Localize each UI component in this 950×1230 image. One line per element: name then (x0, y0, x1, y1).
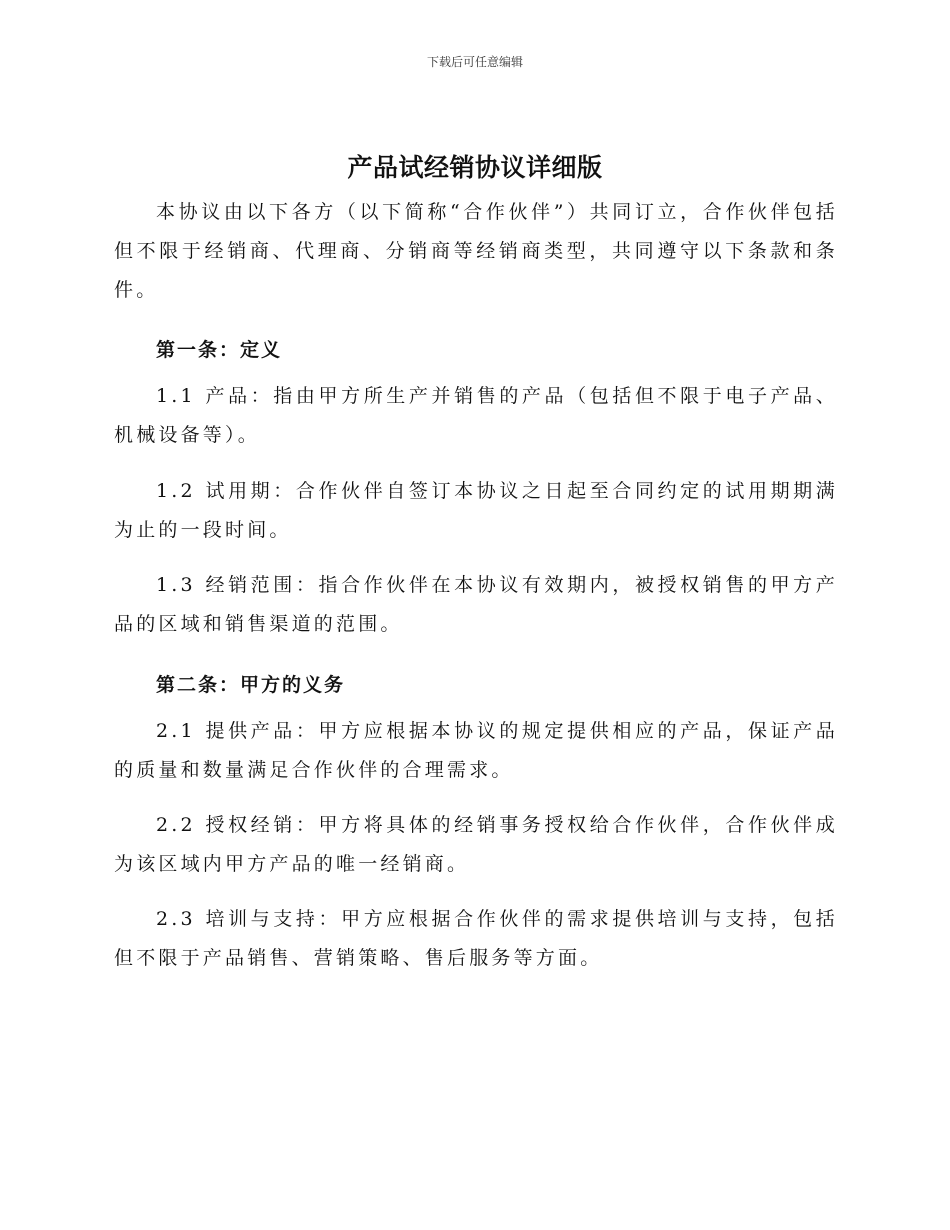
section-heading: 第一条：定义 (156, 339, 283, 361)
intro-paragraph: 本协议由以下各方（以下简称“合作伙伴”）共同订立，合作伙伴包括但不限于经销商、代理商、分销商等经销商类型，共同遵守以下条款和条件。 (114, 201, 838, 301)
clause-paragraph: 2.2 授权经销：甲方将具体的经销事务授权给合作伙伴，合作伙伴成为该区域内甲方产品的唯一经销商。 (114, 814, 838, 875)
clause-paragraph: 1.3 经销范围：指合作伙伴在本协议有效期内，被授权销售的甲方产品的区域和销售渠道的范围。 (114, 574, 838, 635)
clause-paragraph: 1.2 试用期：合作伙伴自签订本协议之日起至合同约定的试用期期满为止的一段时间。 (114, 480, 838, 541)
clause-paragraph: 2.3 培训与支持：甲方应根据合作伙伴的需求提供培训与支持，包括但不限于产品销售、营销策略、售后服务等方面。 (114, 908, 838, 969)
document-title: 产品试经销协议详细版 (347, 153, 603, 182)
clause-paragraph: 2.1 提供产品：甲方应根据本协议的规定提供相应的产品，保证产品的质量和数量满足合作伙伴的合理需求。 (114, 720, 838, 781)
section-heading: 第二条：甲方的义务 (156, 674, 346, 696)
page-header: 下载后可任意编辑 (426, 55, 523, 69)
clause-paragraph: 1.1 产品：指由甲方所生产并销售的产品（包括但不限于电子产品、机械设备等）。 (114, 385, 838, 446)
